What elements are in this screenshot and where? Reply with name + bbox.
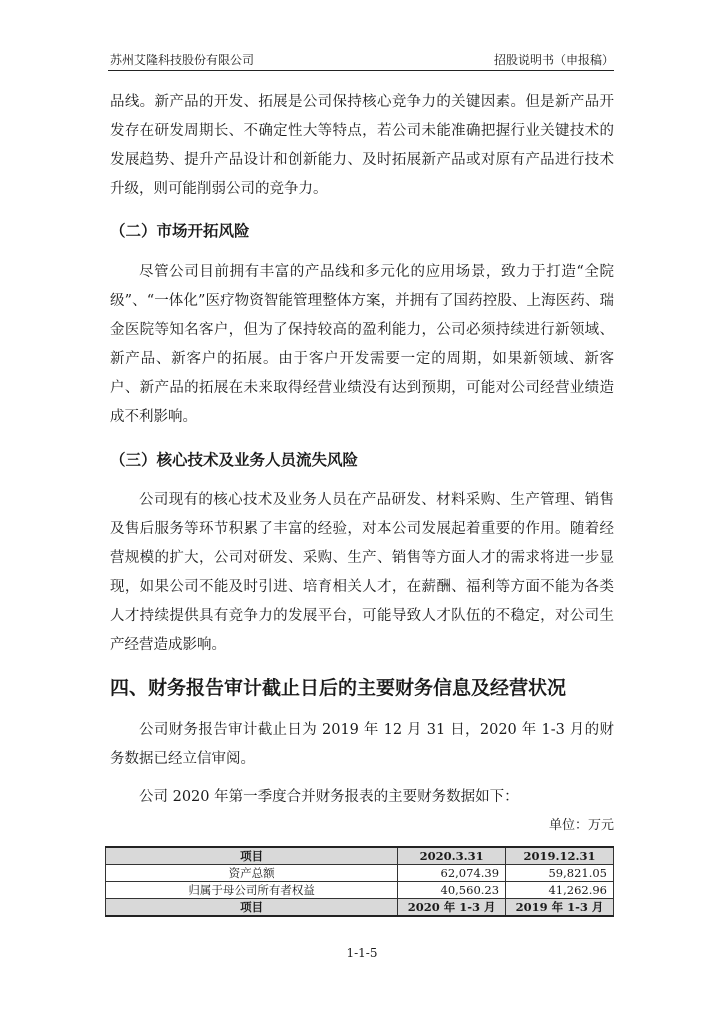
table-cell-value: 41,262.96 xyxy=(506,882,614,899)
unit-label: 单位：万元 xyxy=(548,818,614,833)
table-row xyxy=(106,882,614,899)
section-4-paragraph-2: 公司 2020 年第一季度合并财务报表的主要财务数据如下： xyxy=(139,789,519,805)
table-row xyxy=(106,865,614,882)
financial-table xyxy=(105,846,614,917)
section-4-heading: 四、财务报告审计截止日后的主要财务信息及经营状况 xyxy=(110,677,567,699)
section-4-paragraph-1: 公司财务报告审计截止日为 2019 年 12 月 31 日，2020 年 1-3 月的财务数据已经立信审阅。 xyxy=(110,722,614,767)
table-header-cell: 2019.12.31 xyxy=(506,847,614,865)
table-cell-label: 资产总额 xyxy=(106,865,398,882)
table-header-cell: 2020 年 1-3 月 xyxy=(398,899,506,917)
section-3-heading: （三）核心技术及业务人员流失风险 xyxy=(110,451,359,469)
table-cell-label: 归属于母公司所有者权益 xyxy=(106,882,398,899)
section-2-paragraph: 尽管公司目前拥有丰富的产品线和多元化的应用场景，致力于打造“全院级”、“一体化”医疗物资智能管理整体方案，并拥有了国药控股、上海医药、瑞金医院等知名客户，但为了保持较高的盈利能力，公司必须持续进行新领域、新产品、新客户的拓展。由于客户开发需要一定的周期，如果新领域、新客户、新产品的拓展在未来取得经营业绩没有达到预期，可能对公司经营业绩造成不利影响。 xyxy=(110,264,614,425)
table-header-cell: 项目 xyxy=(106,847,398,865)
page-number: 1-1-5 xyxy=(346,946,378,960)
section-3-paragraph: 公司现有的核心技术及业务人员在产品研发、材料采购、生产管理、销售及售后服务等环节积累了丰富的经验，对本公司发展起着重要的作用。随着经营规模的扩大，公司对研发、采购、生产、销售等方面人才的需求将进一步显现，如果公司不能及时引进、培育相关人才，在薪酬、福利等方面不能为各类人才持续提供具有竞争力的发展平台，可能导致人才队伍的不稳定，对公司生产经营造成影响。 xyxy=(110,492,614,653)
table-cell-value: 59,821.05 xyxy=(506,865,614,882)
table-header-row xyxy=(106,847,614,865)
table-cell-value: 62,074.39 xyxy=(398,865,506,882)
table-header-row-2 xyxy=(106,899,614,917)
company-name: 苏州艾隆科技股份有限公司 xyxy=(110,53,255,67)
table-header-cell: 项目 xyxy=(106,899,398,917)
section-2-heading: （二）市场开拓风险 xyxy=(110,222,250,240)
header-divider xyxy=(108,70,614,71)
table-header-cell: 2019 年 1-3 月 xyxy=(506,899,614,917)
intro-paragraph: 品线。新产品的开发、拓展是公司保持核心竞争力的关键因素。但是新产品开发存在研发周期长、不确定性大等特点，若公司未能准确把握行业关键技术的发展趋势、提升产品设计和创新能力、及时拓展新产品或对原有产品进行技术升级，则可能削弱公司的竞争力。 xyxy=(110,94,614,197)
table-cell-value: 40,560.23 xyxy=(398,882,506,899)
page-header xyxy=(110,52,614,69)
table-header-cell: 2020.3.31 xyxy=(398,847,506,865)
document-title: 招股说明书（申报稿） xyxy=(493,53,614,67)
